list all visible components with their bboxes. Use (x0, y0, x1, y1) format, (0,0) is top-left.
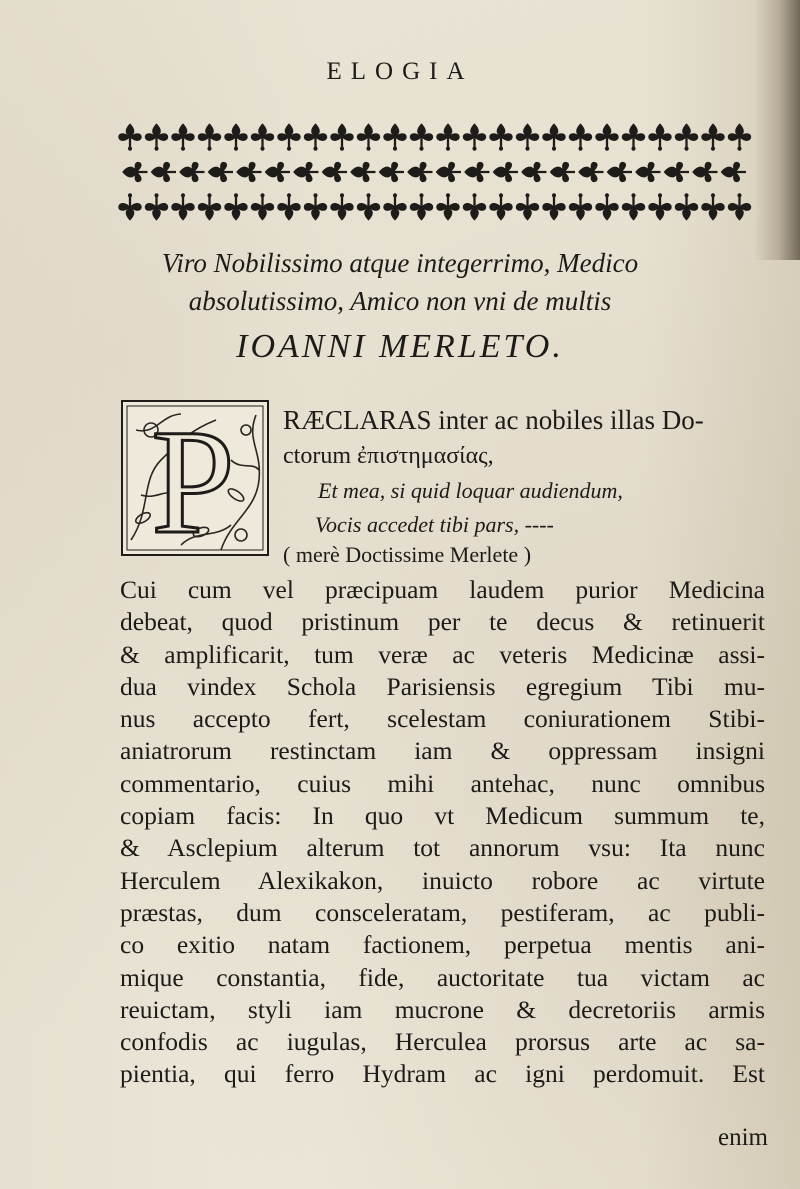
fleuron-icon (179, 162, 204, 182)
verse-line-2: Vocis accedet tibi pars, ---- (315, 512, 554, 537)
fleuron-icon (304, 193, 327, 220)
fleuron-icon (151, 162, 176, 182)
fleuron-icon (721, 162, 746, 182)
fleuron-icon (322, 162, 347, 182)
page-edge-shadow (754, 0, 800, 260)
fleuron-icon (569, 193, 592, 220)
body-line: aniatrorum restinctam iam & oppressam insigni (120, 736, 765, 766)
fleuron-icon (569, 123, 592, 150)
fleuron-row-bottom (118, 193, 751, 220)
fleuron-icon (118, 123, 141, 150)
fleuron-icon (251, 123, 274, 150)
fleuron-icon (436, 193, 459, 220)
fleuron-icon (198, 123, 221, 150)
body-line: co exitio natam factionem, perpetua mentis ani- (120, 930, 765, 960)
fleuron-icon (277, 193, 300, 220)
fleuron-icon (701, 123, 724, 150)
fleuron-icon (493, 162, 518, 182)
fleuron-icon (607, 162, 632, 182)
body-line: Cui cum vel præcipuam laudem purior Medicina (120, 575, 765, 604)
body-line: & Asclepium alterum tot annorum vsu: Ita nunc (120, 833, 765, 863)
fleuron-icon (410, 193, 433, 220)
dedication-line-1: Viro Nobilissimo atque integerrimo, Medico (161, 248, 639, 278)
body-line: dua vindex Schola Parisiensis egregium Tibi mu- (120, 671, 765, 701)
dedication-line-2: absolutissimo, Amico non vni de multis (188, 286, 612, 316)
fleuron-icon (578, 162, 603, 182)
fleuron-icon (675, 193, 698, 220)
fleuron-icon (622, 193, 645, 220)
fleuron-icon (516, 123, 539, 150)
fleuron-icon (357, 193, 380, 220)
fleuron-icon (521, 162, 546, 182)
fleuron-icon (145, 123, 168, 150)
fleuron-icon (692, 162, 717, 182)
fleuron-icon (516, 193, 539, 220)
fleuron-icon (357, 123, 380, 150)
running-head: ELOGIA (326, 58, 474, 85)
fleuron-icon (171, 193, 194, 220)
fleuron-icon (224, 123, 247, 150)
body-line: pientia, qui ferro Hydram ac igni perdomuit. Est (120, 1059, 765, 1089)
fleuron-icon (224, 193, 247, 220)
body-paragraph (120, 574, 765, 1091)
fleuron-icon (410, 123, 433, 150)
fleuron-icon (648, 193, 671, 220)
fleuron-icon (635, 162, 660, 182)
fleuron-icon (383, 193, 406, 220)
fleuron-icon (701, 193, 724, 220)
body-line: mique constantia, fide, auctoritate tua victam ac (120, 962, 765, 992)
fleuron-icon (330, 123, 353, 150)
fleuron-icon (379, 162, 404, 182)
initial-letter-glyph: P (151, 400, 235, 556)
fleuron-icon (664, 162, 689, 182)
body-line: præstas, dum consceleratam, pestiferam, ac publi- (120, 897, 765, 927)
fleuron-icon (436, 123, 459, 150)
fleuron-icon (595, 193, 618, 220)
fleuron-icon (198, 193, 221, 220)
fleuron-icon (648, 123, 671, 150)
fleuron-icon (350, 162, 375, 182)
fleuron-icon (251, 193, 274, 220)
fleuron-icon (265, 162, 290, 182)
body-line: reuictam, styli iam mucrone & decretoriis armis (120, 994, 765, 1024)
body-line: Herculem Alexikakon, inuicto robore ac virtute (120, 865, 765, 895)
fleuron-icon (304, 123, 327, 150)
fleuron-icon (542, 193, 565, 220)
fleuron-icon (595, 123, 618, 150)
body-line: commentario, cuius mihi antehac, nunc omnibus (120, 768, 765, 798)
fleuron-icon (542, 123, 565, 150)
fleuron-icon (293, 162, 318, 182)
opening-line-2: ctorum ἐπιστημασίας, (283, 443, 494, 469)
fleuron-icon (489, 123, 512, 150)
body-line: & amplificarit, tum veræ ac veteris Medicinæ assi- (120, 639, 765, 669)
fleuron-row-top (118, 123, 751, 150)
body-line: copiam facis: In quo vt Medicum summum te, (120, 801, 765, 831)
fleuron-icon (118, 193, 141, 220)
opening-line-1: RÆCLARAS inter ac nobiles illas Do- (283, 405, 704, 435)
fleuron-icon (550, 162, 575, 182)
body-line: confodis ac iugulas, Herculea prorsus arte ac sa- (120, 1027, 765, 1057)
fleuron-icon (407, 162, 432, 182)
fleuron-icon (728, 193, 751, 220)
fleuron-icon (145, 193, 168, 220)
fleuron-icon (330, 193, 353, 220)
verse-line-1: Et mea, si quid loquar audiendum, (318, 478, 623, 503)
fleuron-icon (489, 193, 512, 220)
fleuron-icon (622, 123, 645, 150)
fleuron-icon (236, 162, 261, 182)
body-line: debeat, quod pristinum per te decus & retinuerit (120, 607, 765, 637)
dedication-name: IOANNI MERLETO. (236, 328, 564, 365)
fleuron-ornament-band (118, 118, 758, 226)
body-line: nus accepto fert, scelestam coniurationem Stibi- (120, 704, 765, 734)
fleuron-icon (675, 123, 698, 150)
fleuron-icon (171, 123, 194, 150)
fleuron-icon (463, 123, 486, 150)
fleuron-icon (463, 193, 486, 220)
fleuron-icon (383, 123, 406, 150)
decorated-initial-p (121, 400, 269, 556)
fleuron-icon (208, 162, 233, 182)
catchword: enim (718, 1124, 768, 1151)
address-line: ( merè Doctissime Merlete ) (283, 542, 532, 567)
fleuron-icon (436, 162, 461, 182)
fleuron-row-middle (122, 162, 746, 182)
fleuron-icon (728, 123, 751, 150)
fleuron-icon (464, 162, 489, 182)
fleuron-icon (122, 162, 147, 182)
fleuron-icon (277, 123, 300, 150)
